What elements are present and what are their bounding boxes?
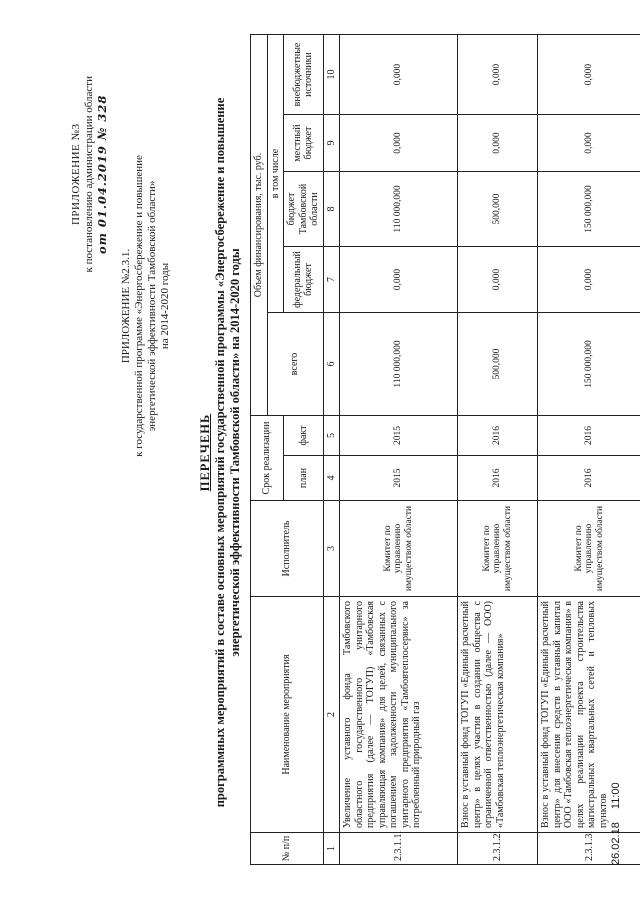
col-number: 4 <box>323 456 340 501</box>
col-number: 9 <box>323 115 340 172</box>
row-local: 0,000 <box>538 115 640 172</box>
print-time: 11:00 <box>610 782 622 810</box>
header-regional: бюджет Тамбовской области <box>284 172 324 247</box>
print-timestamp <box>610 782 622 865</box>
header-total: всего <box>267 313 323 416</box>
row-offbudget: 0,000 <box>340 35 458 115</box>
table-row <box>340 35 458 865</box>
print-date: 26.02.18 <box>610 822 622 865</box>
row-federal: 0,000 <box>458 247 538 313</box>
header-name: Наименование мероприятия <box>251 597 324 833</box>
appendix-subheader <box>120 76 172 536</box>
document-heading <box>198 0 243 905</box>
row-fact: 2015 <box>340 416 458 456</box>
row-federal: 0,000 <box>340 247 458 313</box>
handwritten-date-number: от 01.04.2019 № 328 <box>95 94 109 254</box>
row-regional: 150 000,000 <box>538 172 640 247</box>
row-local: 0,000 <box>458 115 538 172</box>
col-number: 3 <box>323 501 340 597</box>
row-name: Увеличение уставного фонда Тамбовского областного государственного унитарного предприятия (далее — ТОГУП) «Тамбовская управляющая компания» для целей, связанных с погашением задолженности муниципального унитарного предприятия «Тамбовтеплосервис» за потребленный природный газ <box>340 597 458 833</box>
heading-title: ПЕРЕЧЕНЬ <box>198 413 212 492</box>
row-plan: 2016 <box>538 456 640 501</box>
appendix-ref-line: к постановлению администрации области <box>83 76 95 273</box>
row-fact: 2016 <box>538 416 640 456</box>
heading-line-1: программных мероприятий в составе основных мероприятий государственной программы «Энергосбережение и повышение <box>213 97 227 808</box>
col-number: 6 <box>323 313 340 416</box>
appendix-header <box>70 76 109 273</box>
row-total: 500,000 <box>458 313 538 416</box>
table-row <box>458 35 538 865</box>
header-term: Срок реализации <box>251 416 284 501</box>
header-plan: план <box>284 456 324 501</box>
header-funding: Объем финансирования, тыс. руб. <box>251 35 268 416</box>
row-plan: 2015 <box>340 456 458 501</box>
header-federal: федеральный бюджет <box>284 247 324 313</box>
measures-table <box>250 34 640 865</box>
header-fact: факт <box>284 416 324 456</box>
col-number: 10 <box>323 35 340 115</box>
row-fact: 2016 <box>458 416 538 456</box>
table-row <box>538 35 640 865</box>
col-number: 1 <box>323 833 340 865</box>
row-executor: Комитет по управлению имуществом области <box>340 501 458 597</box>
appendix-subline-2: энергетической эффективности Тамбовской области» <box>146 180 158 432</box>
row-num: 2.3.1.3. <box>538 833 640 865</box>
col-number: 8 <box>323 172 340 247</box>
row-regional: 110 000,000 <box>340 172 458 247</box>
appendix-subtitle: ПРИЛОЖЕНИЕ №2.3.1. <box>120 248 132 364</box>
col-number: 7 <box>323 247 340 313</box>
row-offbudget: 0,000 <box>538 35 640 115</box>
row-plan: 2016 <box>458 456 538 501</box>
col-number: 5 <box>323 416 340 456</box>
column-number-row <box>323 35 340 865</box>
appendix-subline-3: на 2014-2020 годы <box>159 262 171 350</box>
header-executor: Исполнитель <box>251 501 324 597</box>
row-name: Взнос в уставный фонд ТОГУП «Единый расчетный центр» в целях участия в создании общества с ограниченной ответственностью (далее — ООО) «Тамбовская теплоэнергетическая компания» <box>458 597 538 833</box>
row-num: 2.3.1.2. <box>458 833 538 865</box>
row-offbudget: 0,000 <box>458 35 538 115</box>
header-local: местный бюджет <box>284 115 324 172</box>
row-regional: 500,000 <box>458 172 538 247</box>
col-number: 2 <box>323 597 340 833</box>
row-total: 110 000,000 <box>340 313 458 416</box>
row-num: 2.3.1.1. <box>340 833 458 865</box>
header-num: № п/п <box>251 833 324 865</box>
heading-line-2: энергетической эффективности Тамбовской области» на 2014-2020 годы <box>228 248 242 657</box>
row-name: Взнос в уставный фонд ТОГУП «Единый расчетный центр» для внесения средств в уставный капитал ООО «Тамбовская теплоэнергетическая компания» в целях реализации проекта строительства магистральных квартальных сетей и тепловых пунктов <box>538 597 640 833</box>
appendix-title: ПРИЛОЖЕНИЕ №3 <box>70 123 82 226</box>
header-row-1 <box>251 35 268 865</box>
row-federal: 0,000 <box>538 247 640 313</box>
appendix-subline-1: к государственной программе «Энергосбережение и повышение <box>133 155 145 457</box>
row-total: 150 000,000 <box>538 313 640 416</box>
header-offbudget: внебюджетные источники <box>284 35 324 115</box>
row-executor: Комитет по управлению имуществом области <box>538 501 640 597</box>
row-local: 0,000 <box>340 115 458 172</box>
row-executor: Комитет по управлению имуществом области <box>458 501 538 597</box>
header-including: в том числе <box>267 35 284 313</box>
